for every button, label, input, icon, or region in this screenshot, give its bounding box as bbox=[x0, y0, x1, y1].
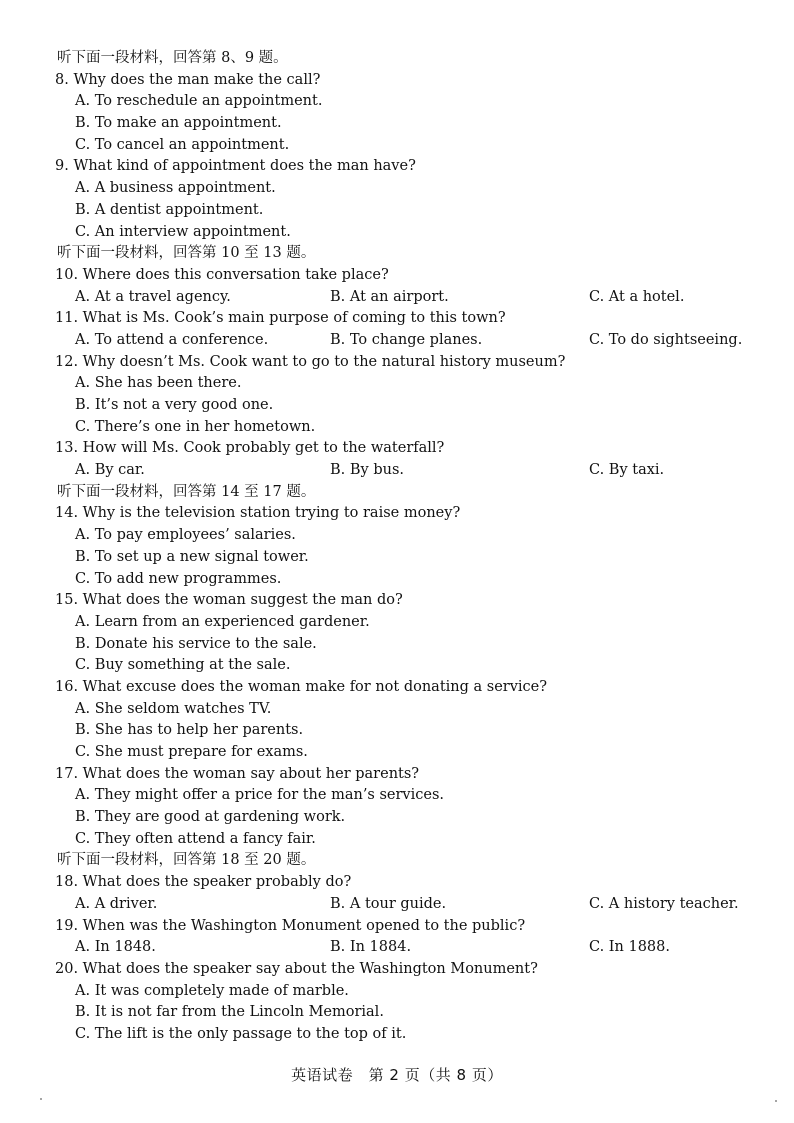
question-9-option-a: A. A business appointment. bbox=[75, 180, 276, 197]
question-13-option-c: C. By taxi. bbox=[589, 462, 665, 479]
question-14-stem: 14. Why is the television station trying to raise money? bbox=[55, 505, 461, 522]
question-9-option-c: C. An interview appointment. bbox=[75, 223, 291, 240]
question-20-option-a: A. It was completely made of marble. bbox=[75, 982, 349, 999]
question-16-option-b: B. She has to help her parents. bbox=[75, 722, 304, 739]
question-11-stem: 11. What is Ms. Cook’s main purpose of coming to this town? bbox=[55, 310, 506, 327]
question-15-option-b: B. Donate his service to the sale. bbox=[75, 635, 317, 652]
question-17-stem: 17. What does the woman say about her parents? bbox=[55, 765, 420, 782]
question-12-option-a: A. She has been there. bbox=[75, 375, 242, 392]
question-18-option-c: C. A history teacher. bbox=[589, 895, 739, 912]
question-16-stem: 16. What excuse does the woman make for not donating a service? bbox=[55, 678, 548, 695]
question-17-option-c: C. They often attend a fancy fair. bbox=[75, 830, 316, 847]
question-8-option-a: A. To reschedule an appointment. bbox=[75, 93, 323, 110]
question-11-option-a: A. To attend a conference. bbox=[75, 331, 269, 348]
question-19-option-b: B. In 1884. bbox=[330, 939, 412, 956]
question-10-options bbox=[55, 287, 755, 309]
question-16-option-c: C. She must prepare for exams. bbox=[75, 744, 308, 760]
question-10-option-a: A. At a travel agency. bbox=[75, 288, 231, 305]
question-10-stem: 10. Where does this conversation take place? bbox=[55, 266, 389, 283]
question-12-stem: 12. Why doesn’t Ms. Cook want to go to the natural history museum? bbox=[55, 353, 566, 370]
question-20-stem: 20. What does the speaker say about the Washington Monument? bbox=[55, 960, 538, 977]
page-footer: 英语试卷 第 2 页（共 8 页） bbox=[291, 1066, 503, 1084]
question-15-option-c: C. Buy something at the sale. bbox=[75, 657, 291, 674]
section-heading: 听下面一段材料，回答第 18 至 20 题。 bbox=[57, 852, 316, 869]
question-14-option-b: B. To set up a new signal tower. bbox=[75, 548, 309, 565]
scan-speck bbox=[40, 1098, 42, 1100]
question-18-options bbox=[55, 894, 755, 916]
section-heading: 听下面一段材料，回答第 8、9 题。 bbox=[57, 50, 288, 66]
question-19-option-a: A. In 1848. bbox=[75, 939, 156, 956]
question-14-option-c: C. To add new programmes. bbox=[75, 570, 282, 587]
question-11-options bbox=[55, 330, 755, 352]
question-13-option-a: A. By car. bbox=[75, 462, 145, 479]
question-12-option-b: B. It’s not a very good one. bbox=[75, 397, 274, 413]
question-13-option-b: B. By bus. bbox=[330, 462, 405, 479]
question-20-option-b: B. It is not far from the Lincoln Memorial. bbox=[75, 1004, 384, 1021]
question-19-options bbox=[55, 937, 755, 959]
question-17-option-b: B. They are good at gardening work. bbox=[75, 809, 346, 826]
question-16-option-a: A. She seldom watches TV. bbox=[75, 700, 272, 717]
question-8-stem: 8. Why does the man make the call? bbox=[55, 71, 321, 88]
section-heading: 听下面一段材料，回答第 14 至 17 题。 bbox=[57, 483, 316, 500]
question-18-option-b: B. A tour guide. bbox=[330, 895, 447, 912]
question-13-options bbox=[55, 460, 755, 482]
question-20-option-c: C. The lift is the only passage to the top of it. bbox=[75, 1025, 407, 1042]
question-8-option-b: B. To make an appointment. bbox=[75, 115, 282, 132]
section-heading: 听下面一段材料，回答第 10 至 13 题。 bbox=[57, 245, 316, 262]
question-13-stem: 13. How will Ms. Cook probably get to the waterfall? bbox=[55, 440, 445, 457]
question-15-stem: 15. What does the woman suggest the man do? bbox=[55, 592, 403, 609]
question-10-option-b: B. At an airport. bbox=[330, 288, 449, 305]
question-10-option-c: C. At a hotel. bbox=[589, 288, 685, 305]
question-18-option-a: A. A driver. bbox=[75, 895, 158, 912]
question-9-option-b: B. A dentist appointment. bbox=[75, 201, 264, 218]
question-11-option-b: B. To change planes. bbox=[330, 331, 483, 348]
question-15-option-a: A. Learn from an experienced gardener. bbox=[75, 613, 370, 630]
question-19-stem: 19. When was the Washington Monument opened to the public? bbox=[55, 917, 526, 934]
page-content bbox=[55, 48, 755, 1046]
question-11-option-c: C. To do sightseeing. bbox=[589, 331, 743, 348]
question-8-option-c: C. To cancel an appointment. bbox=[75, 136, 290, 153]
question-14-option-a: A. To pay employees’ salaries. bbox=[75, 527, 296, 544]
question-9-stem: 9. What kind of appointment does the man have? bbox=[55, 158, 416, 175]
question-12-option-c: C. There’s one in her hometown. bbox=[75, 418, 316, 435]
question-17-option-a: A. They might offer a price for the man’s services. bbox=[75, 787, 445, 804]
question-18-stem: 18. What does the speaker probably do? bbox=[55, 874, 352, 891]
scan-speck bbox=[775, 1100, 777, 1102]
question-19-option-c: C. In 1888. bbox=[589, 939, 670, 956]
